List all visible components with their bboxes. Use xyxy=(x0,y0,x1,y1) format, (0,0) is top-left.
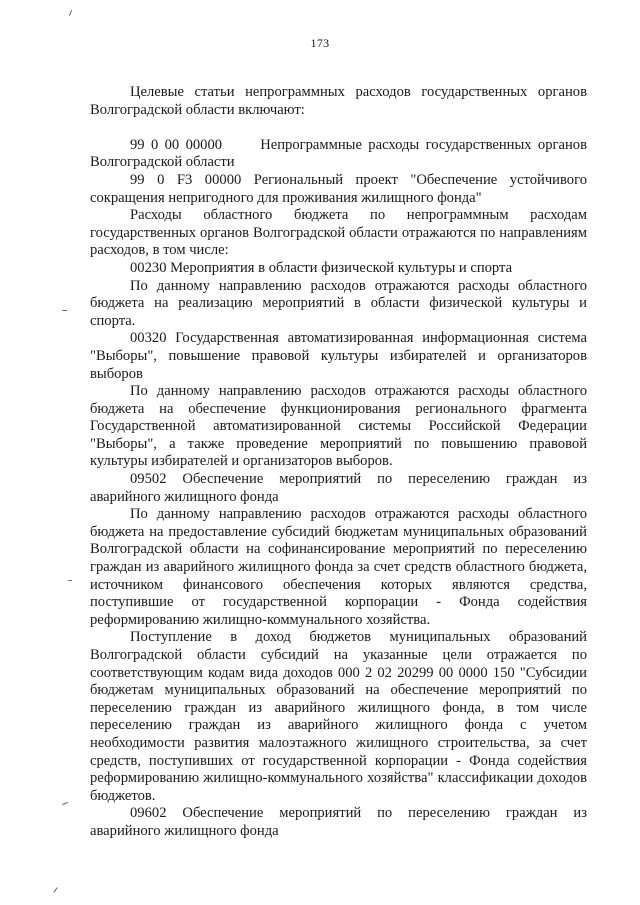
code-09502-revenue-note: Поступление в доход бюджетов муниципальных образований Волгоградской области субсидий на указанные цели отражается по соответствующим кодам вида доходов 000 2 02 20299 00 0000 150 "Субсидии бюджетам муниципальных образований на обеспечение мероприятий по переселению граждан из аварийного жилищного фонда, в том числе переселению граждан из аварийного жилищного фонда с учетом необходимости развития малоэтажного жилищного строительства, за счет средств, поступивших от государственной корпорации - Фонда содействия реформированию жилищно-коммунального хозяйства" классификации доходов бюджетов. xyxy=(90,629,587,804)
paragraph-expenses-intro: Расходы областного бюджета по непрограммным расходам государственных органов Волгоградской области отражаются по направлениям расходов, в том числе: xyxy=(90,207,587,259)
scan-artifact xyxy=(68,580,72,581)
code-00320-heading: 00320 Государственная автоматизированная информационная система "Выборы", повышение правовой культуры избирателей и организаторов выборов xyxy=(90,330,587,382)
scan-artifact xyxy=(53,887,57,892)
code-99-0-00-00000: 99 0 00 00000 Непрограммные расходы государственных органов Волгоградской области xyxy=(90,136,591,171)
code-99-0-f3-00000: 99 0 F3 00000 Региональный проект "Обеспечение устойчивого сокращения непригодного для проживания жилищного фонда" xyxy=(90,171,587,206)
intro-paragraph: Целевые статьи непрограммных расходов государственных органов Волгоградской области включают: xyxy=(90,84,587,118)
code-09602-heading: 09602 Обеспечение мероприятий по переселению граждан из аварийного жилищного фонда xyxy=(90,805,587,839)
code-00230-description: По данному направлению расходов отражаются расходы областного бюджета на реализацию мероприятий в области физической культуры и спорта. xyxy=(90,277,587,329)
code-09502-description: По данному направлению расходов отражаются расходы областного бюджета на предоставление субсидий бюджетам муниципальных образований Волгоградской области на софинансирование мероприятий по переселению граждан из аварийного жилищного фонда за счет средств областного бюджета, источником финансового обеспечения которых являются средства, поступившие от государственной корпорации - Фонда содействия реформированию жилищно-коммунального хозяйства. xyxy=(90,506,587,628)
scan-artifact xyxy=(69,10,72,16)
code-00230-heading: 00230 Мероприятия в области физической культуры и спорта xyxy=(130,259,513,276)
scan-artifact xyxy=(62,802,68,805)
page-number: 173 xyxy=(310,36,330,50)
scan-artifact xyxy=(62,310,67,311)
code-00320-description: По данному направлению расходов отражаются расходы областного бюджета на обеспечение функционирования регионального фрагмента Государственной автоматизированной системы Российской Федерации "Выборы", а также проведение мероприятий по повышению правовой культуры избирателей и организаторов выборов. xyxy=(90,383,587,470)
document-body xyxy=(90,84,591,841)
code-09502-heading: 09502 Обеспечение мероприятий по переселению граждан из аварийного жилищного фонда xyxy=(90,471,587,505)
